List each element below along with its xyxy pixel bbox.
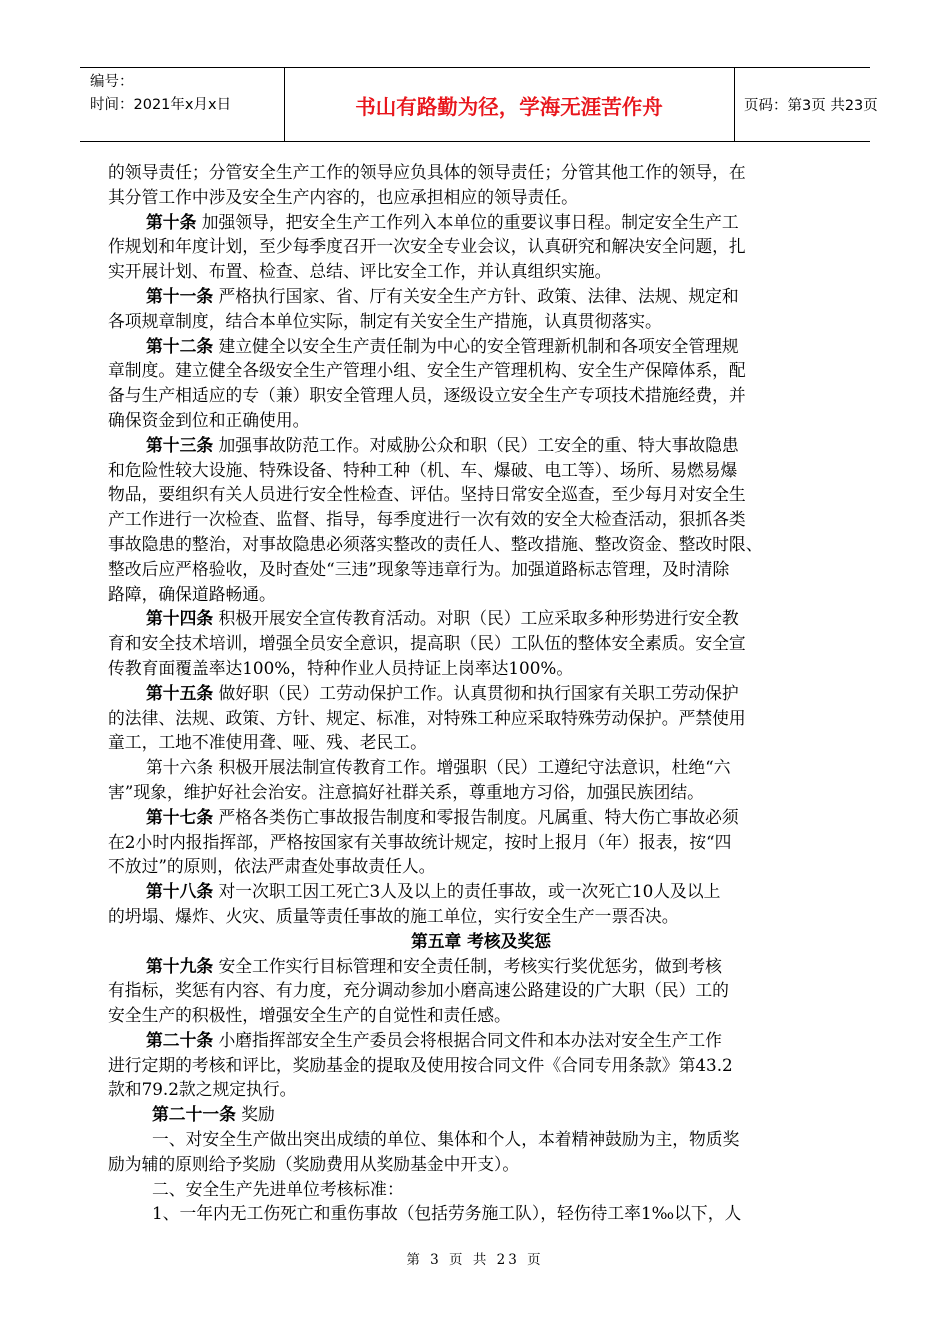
article-text: 备与生产相适应的专（兼）职安全管理人员，逐级设立安全生产专项技术措施经费，并 [108, 385, 746, 406]
paragraph-line [108, 185, 854, 210]
article-lead: 第十一条 [146, 285, 214, 306]
chapter-title: 第五章 考核及奖惩 [410, 930, 552, 951]
article-21 [108, 1102, 854, 1127]
paragraph-line [108, 234, 854, 259]
article-text: 奖励 [235, 1104, 275, 1125]
paragraph-line [108, 482, 854, 507]
article-lead: 第十四条 [146, 608, 214, 629]
article-text: 积极开展安全宣传教育活动。对职（民）工应采取多种形势进行安全教 [213, 608, 739, 629]
paragraph-line [108, 854, 854, 879]
article-text: 物品，要组织有关人员进行安全性检查、评估。坚持日常安全巡查，至少每月对安全生 [108, 484, 746, 505]
header-meta [80, 68, 285, 141]
paragraph-line [108, 656, 854, 681]
article-text: 款和79.2款之规定执行。 [108, 1079, 297, 1100]
article-text: 对一次职工因工死亡3人及以上的责任事故，或一次死亡10人及以上 [213, 881, 721, 902]
article-text: 严格各类伤亡事故报告制度和零报告制度。凡属重、特大伤亡事故必须 [213, 806, 739, 827]
paragraph-line [108, 780, 854, 805]
article-text: 做好职（民）工劳动保护工作。认真贯彻和执行国家有关职工劳动保护 [213, 682, 739, 703]
paragraph-line [108, 210, 854, 235]
article-text: 的法律、法规、政策、方针、规定、标准，对特殊工种应采取特殊劳动保护。严禁使用 [108, 707, 746, 728]
paragraph-line: 二、安全生产先进单位考核标准： [152, 1178, 404, 1199]
header-page-number: 页码：第3页 共23页 [744, 98, 878, 114]
article-text: 小磨指挥部安全生产委员会将根据合同文件和本办法对安全生产工作 [213, 1029, 722, 1050]
article-text: 加强事故防范工作。对威胁公众和职（民）工安全的重、特大事故隐患 [213, 434, 739, 455]
paragraph-line [108, 532, 854, 557]
paragraph-line [108, 879, 854, 904]
article-text: 安全生产的积极性，增强安全生产的自觉性和责任感。 [108, 1005, 511, 1026]
article-lead: 第十三条 [146, 434, 214, 455]
article-text: 育和安全技术培训，增强全员安全意识，提高职（民）工队伍的整体安全素质。安全宣 [108, 633, 746, 654]
article-text: 产工作进行一次检查、监督、指导，每季度进行一次有效的安全大检查活动，狠抓各类 [108, 509, 746, 530]
article-lead: 第十五条 [146, 682, 214, 703]
paragraph-line [108, 755, 854, 780]
article-lead: 第十六条 [146, 757, 214, 778]
paragraph-line [108, 284, 854, 309]
article-text: 实开展计划、布置、检查、总结、评比安全工作，并认真组织实施。 [108, 261, 612, 282]
article-text: 事故隐患的整治，对事故隐患必须落实整改的责任人、整改措施、整改资金、整改时限、 [108, 533, 763, 554]
article-text: 进行定期的考核和评比，奖励基金的提取及使用按合同文件《合同专用条款》第43.2 [108, 1054, 733, 1075]
articles-section-2 [108, 954, 854, 1103]
article-lead: 第十九条 [146, 955, 214, 976]
paragraph-line [108, 631, 854, 656]
article-text: 整改后应严格验收，及时查处“三违”现象等违章行为。加强道路标志管理，及时清除 [108, 558, 730, 579]
article-lead: 第十条 [146, 211, 197, 232]
article-text: 各项规章制度，结合本单位实际，制定有关安全生产措施，认真贯彻落实。 [108, 310, 662, 331]
article-text: 建立健全以安全生产责任制为中心的安全管理新机制和各项安全管理规 [213, 335, 739, 356]
paragraph-line [108, 730, 854, 755]
paragraph-line [108, 458, 854, 483]
article-lead: 第二十一条 [152, 1104, 236, 1125]
paragraph-line [108, 383, 854, 408]
page-footer: 第 3 页 共 23 页 [406, 1252, 544, 1268]
paragraph-line [108, 706, 854, 731]
article-text: 安全工作实行目标管理和安全责任制，考核实行奖优惩劣，做到考核 [213, 955, 722, 976]
paragraph-line [108, 582, 854, 607]
paragraph-line [108, 830, 854, 855]
document-body [108, 160, 854, 1226]
paragraph-line [108, 309, 854, 334]
paragraph-line [108, 160, 854, 185]
paragraph-line [108, 805, 854, 830]
article-lead: 第十二条 [146, 335, 214, 356]
article-text: 害”现象，维护好社会治安。注意搞好社群关系，尊重地方习俗，加强民族团结。 [108, 781, 704, 802]
article-text: 积极开展法制宣传教育工作。增强职（民）工遵纪守法意识，杜绝“六 [213, 757, 731, 778]
article-lead: 第二十条 [146, 1029, 214, 1050]
paragraph-line [108, 1003, 854, 1028]
article-lead: 第十七条 [146, 806, 214, 827]
paragraph-line: 一、对安全生产做出突出成绩的单位、集体和个人，本着精神鼓励为主，物质奖 [152, 1129, 740, 1150]
article-text: 的坍塌、爆炸、火灾、质量等责任事故的施工单位，实行安全生产一票否决。 [108, 905, 679, 926]
article-text: 的领导责任；分管安全生产工作的领导应负具体的领导责任；分管其他工作的领导，在 [108, 162, 746, 182]
article-text: 严格执行国家、省、厅有关安全生产方针、政策、法律、法规、规定和 [213, 285, 739, 306]
paragraph-line [108, 606, 854, 631]
paragraph-line [108, 259, 854, 284]
article-text: 其分管工作中涉及安全生产内容的，也应承担相应的领导责任。 [108, 186, 578, 207]
article-text: 在2小时内报指挥部，严格按国家有关事故统计规定，按时上报月（年）报表，按“四 [108, 831, 732, 852]
serial-label: 编号： [90, 74, 134, 90]
paragraph-line [108, 954, 854, 979]
article-text: 章制度。建立健全各级安全生产管理小组、安全生产管理机构、安全生产保障体系，配 [108, 360, 746, 381]
paragraph-line: 励为辅的原则给予奖励（奖励费用从奖励基金中开支）。 [108, 1153, 520, 1174]
article-text: 路障，确保道路畅通。 [108, 583, 276, 604]
article-lead: 第十八条 [146, 881, 214, 902]
article-text: 不放过”的原则，依法严肃查处事故责任人。 [108, 856, 436, 877]
paragraph-line [108, 334, 854, 359]
header-motto: 书山有路勤为径，学海无涯苦作舟 [284, 68, 735, 141]
article-text: 作规划和年度计划，至少每季度召开一次安全专业会议，认真研究和解决安全问题，扎 [108, 236, 746, 257]
paragraph-line [108, 1053, 854, 1078]
articles-section-1 [108, 160, 854, 929]
date-label: 时间：2021年x月x日 [90, 97, 232, 113]
article-text: 传教育面覆盖率达100%，特种作业人员持证上岗率达100%。 [108, 657, 574, 678]
article-text: 加强领导，把安全生产工作列入本单位的重要议事日程。制定安全生产工 [196, 211, 739, 232]
article-text: 童工，工地不准使用聋、哑、残、老民工。 [108, 732, 427, 753]
paragraph-line [108, 433, 854, 458]
paragraph-line [108, 1077, 854, 1102]
paragraph-line [108, 904, 854, 929]
paragraph-line [108, 557, 854, 582]
paragraph-line [108, 358, 854, 383]
article-text: 确保资金到位和正确使用。 [108, 409, 310, 430]
paragraph-line [108, 1028, 854, 1053]
article-text: 有指标，奖惩有内容、有力度，充分调动参加小磨高速公路建设的广大职（民）工的 [108, 980, 729, 1001]
paragraph-line [108, 978, 854, 1003]
page-header [80, 67, 878, 142]
paragraph-line: 1、一年内无工伤死亡和重伤事故（包括劳务施工队），轻伤待工率1‰以下，人 [152, 1203, 742, 1224]
paragraph-line [108, 681, 854, 706]
paragraph-line [108, 507, 854, 532]
article-text: 和危险性较大设施、特殊设备、特种工种（机、车、爆破、电工等）、场所、易燃易爆 [108, 459, 738, 480]
paragraph-line [108, 408, 854, 433]
